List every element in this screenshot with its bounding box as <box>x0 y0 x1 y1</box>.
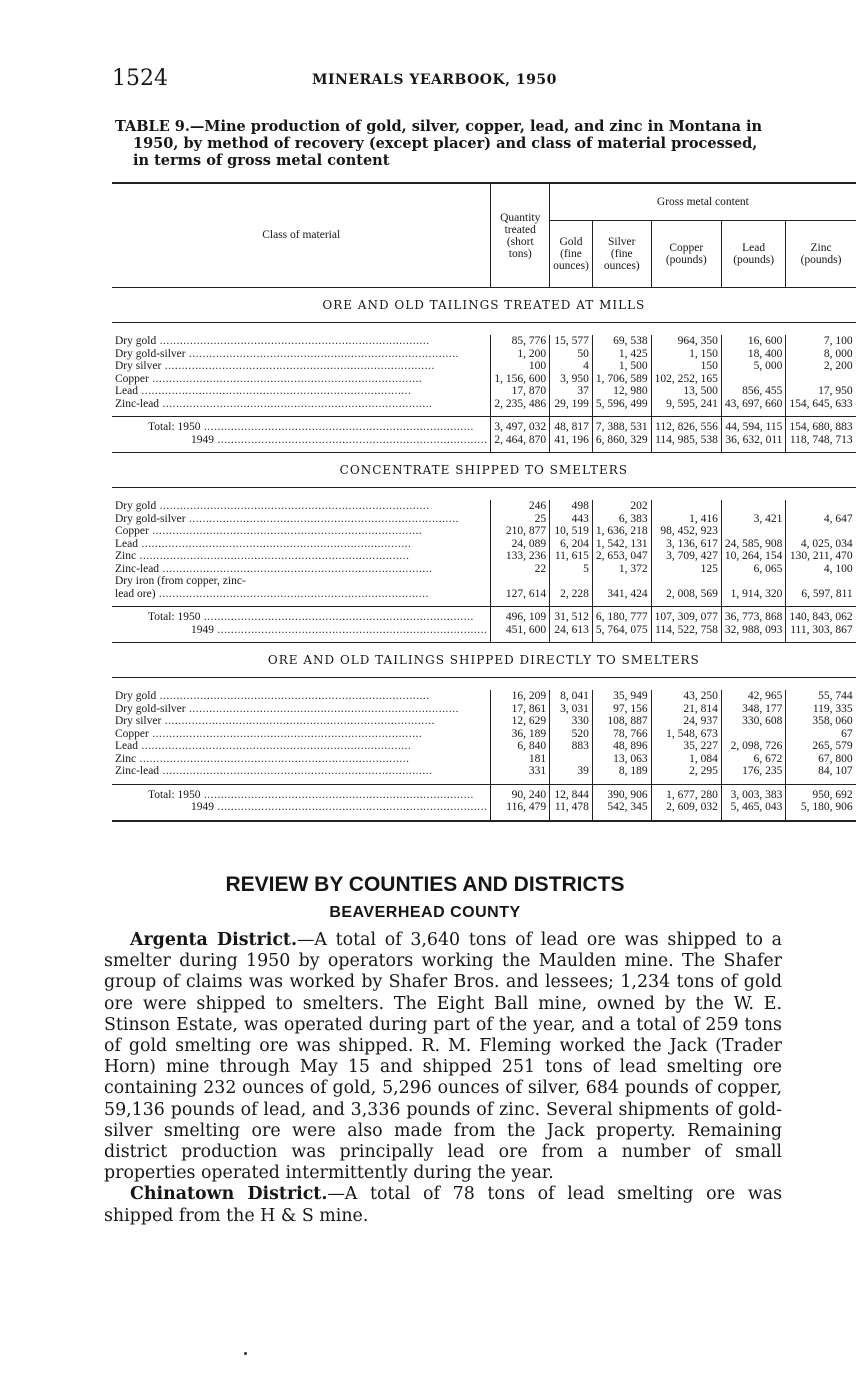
section-title: ORE AND OLD TAILINGS TREATED AT MILLS <box>112 288 856 323</box>
row-label: 1949 ................................................................................ <box>112 801 491 821</box>
table-row <box>112 500 856 513</box>
table-cell: 67 <box>841 727 853 740</box>
table-cell: 12, 980 <box>592 385 651 398</box>
table-cell: 37 <box>550 385 593 398</box>
total-row <box>112 434 856 453</box>
table-cell: 3, 136, 617 <box>651 538 721 551</box>
row-label: Copper ................................................................................ <box>112 525 491 538</box>
table-cell: 6, 204 <box>550 538 593 551</box>
table-cell: 114, 985, 538 <box>651 434 721 453</box>
table-cell: 116, 479 <box>491 801 550 821</box>
table-cell: 883 <box>550 740 593 753</box>
table-cell: 6, 065 <box>721 563 786 576</box>
table-cell: 133, 236 <box>491 550 550 563</box>
table-cell: 1, 677, 280 <box>651 784 721 801</box>
table-cell: 246 <box>491 500 550 513</box>
table-cell: 181 <box>491 753 550 766</box>
table-row <box>112 588 856 607</box>
table-cell: 6, 180, 777 <box>592 607 651 624</box>
table-cell: 11, 478 <box>550 801 593 821</box>
table-cell: 4, 100 <box>823 562 853 575</box>
run-in-heading: Chinatown District. <box>130 1184 328 1205</box>
table-cell: 330, 608 <box>721 715 786 728</box>
table-cell: 7, 388, 531 <box>592 417 651 434</box>
row-label: Zinc-lead ................................................................................ <box>112 563 491 576</box>
row-label: Dry silver ................................................................................ <box>112 360 491 373</box>
paragraph-chinatown <box>104 1184 782 1226</box>
table-cell: 24, 613 <box>550 624 593 643</box>
table-cell: 1, 548, 673 <box>651 728 721 741</box>
table-cell: 67, 800 <box>818 752 853 765</box>
table-cell: 176, 235 <box>721 765 786 784</box>
table-cell: 21, 814 <box>651 703 721 716</box>
county-heading: BEAVERHEAD COUNTY <box>329 904 521 921</box>
table-cell <box>592 575 651 588</box>
table-cell: 55, 744 <box>818 690 853 702</box>
table-cell: 12, 629 <box>491 715 550 728</box>
table-cell: 17, 870 <box>491 385 550 398</box>
page-number: 1524 <box>112 66 168 91</box>
table-cell: 1, 372 <box>592 563 651 576</box>
table-cell: 127, 614 <box>491 588 550 607</box>
table-cell <box>550 753 593 766</box>
table-row <box>112 690 856 703</box>
table-cell: 5, 180, 906 <box>786 801 856 821</box>
header-class-of-material: Class of material <box>112 183 491 288</box>
row-label: Total: 1950 ................................................................................ <box>112 784 491 801</box>
table-cell: 3, 031 <box>550 703 593 716</box>
table-cell: 6, 597, 811 <box>801 587 853 600</box>
spacer <box>112 488 856 501</box>
section-title-row <box>112 453 856 488</box>
table-cell: 119, 335 <box>812 702 853 715</box>
table-cell: 154, 680, 883 <box>786 417 856 434</box>
table-cell: 2, 008, 569 <box>651 588 721 607</box>
table-cell <box>721 373 786 386</box>
row-label: Zinc ................................................................................ <box>112 550 491 563</box>
row-label: 1949 ................................................................................ <box>112 434 491 453</box>
table-cell: 42, 965 <box>721 690 786 703</box>
table-cell: 36, 773, 868 <box>721 607 786 624</box>
table-cell <box>721 525 786 538</box>
table-cell: 90, 240 <box>491 784 550 801</box>
table-cell: 2, 653, 047 <box>592 550 651 563</box>
row-label: Dry gold-silver ................................................................................ <box>112 703 491 716</box>
table-row <box>112 513 856 526</box>
table-cell: 150 <box>651 360 721 373</box>
table-row <box>112 728 856 741</box>
row-label: lead ore) ................................................................................ <box>112 588 491 607</box>
table-cell: 48, 896 <box>592 740 651 753</box>
table-cell: 331 <box>491 765 550 784</box>
total-row <box>112 624 856 643</box>
table-cell: 5, 465, 043 <box>721 801 786 821</box>
table-cell: 1, 542, 131 <box>592 538 651 551</box>
paragraph-argenta <box>104 930 782 1184</box>
table-cell: 5, 596, 499 <box>592 398 651 417</box>
table-cell: 24, 089 <box>491 538 550 551</box>
table-row <box>112 550 856 563</box>
table-cell: 358, 060 <box>812 715 853 727</box>
table-cell: 24, 585, 908 <box>721 538 786 551</box>
table-cell: 44, 594, 115 <box>721 417 786 434</box>
section-heading: REVIEW BY COUNTIES AND DISTRICTS <box>225 873 625 896</box>
table-cell: 39 <box>550 765 593 784</box>
table-cell: 3, 709, 427 <box>651 550 721 563</box>
table-cell <box>786 525 856 538</box>
table-cell: 6, 840 <box>491 740 550 753</box>
row-label: Total: 1950 ................................................................................ <box>112 607 491 624</box>
table-cell: 13, 063 <box>592 753 651 766</box>
table-row <box>112 575 856 588</box>
table-cell: 31, 512 <box>550 607 593 624</box>
table-row <box>112 740 856 753</box>
table-cell: 390, 906 <box>592 784 651 801</box>
table-cell: 100 <box>491 360 550 373</box>
table-cell: 1, 084 <box>651 753 721 766</box>
table-cell: 6, 672 <box>721 753 786 766</box>
production-table <box>112 182 856 822</box>
table-cell: 17, 861 <box>491 703 550 716</box>
table-cell: 118, 748, 713 <box>789 433 853 446</box>
table-row <box>112 765 856 784</box>
table-cell: 16, 209 <box>491 690 550 703</box>
caption-line: 1950, by method of recovery (except placer) and class of material processed, <box>133 135 758 152</box>
table-cell: 3, 950 <box>550 373 593 386</box>
row-label: 1949 ................................................................................ <box>112 624 491 643</box>
table-cell: 10, 264, 154 <box>721 550 786 563</box>
table-cell: 29, 199 <box>550 398 593 417</box>
table-cell: 36, 189 <box>491 728 550 741</box>
table-body <box>112 288 856 821</box>
row-label: Dry gold ................................................................................ <box>112 335 491 348</box>
spacer <box>112 678 856 691</box>
table-cell: 330 <box>550 715 593 728</box>
row-label: Zinc ................................................................................ <box>112 753 491 766</box>
row-label: Lead ................................................................................ <box>112 740 491 753</box>
table-cell <box>651 575 721 588</box>
table-cell: 1, 500 <box>592 360 651 373</box>
table-cell: 35, 949 <box>592 690 651 703</box>
table-cell: 111, 303, 867 <box>790 623 853 636</box>
table-cell: 50 <box>550 348 593 361</box>
header-copper: Copper (pounds) <box>651 221 721 288</box>
table-cell: 4, 647 <box>823 512 853 525</box>
table-cell: 84, 107 <box>818 765 853 777</box>
paragraph-text: —A total of 3,640 tons of lead ore was shipped to a smelter during 1950 by operators working the Maulden mine. The Shafer group of claims was worked by Shafer Bros. and lessees; 1,234 tons of gold ore were shipped to smelters. The Eight Ball mine, owned by the W. E. Stinson Estate, was operated during part of the year, and a total of 259 tons of gold smelting ore was shipped. R. M. Fleming worked the Jack (Trader Horn) mine through May 15 and shipped 251 tons of lead smelting ore containing 232 ounces of gold, 5,296 ounces of silver, 684 pounds of copper, 59,136 pounds of lead, and 3,336 pounds of zinc. Several shipments of gold-silver smelting ore were also made from the Jack property. Remaining district production was principally lead ore from a number of small properties operated intermittently during the year. <box>104 930 782 1184</box>
table-cell: 8, 041 <box>550 690 593 703</box>
paragraph-text: —A total of 78 tons of lead smelting ore was shipped from the H & S mine. <box>104 1184 782 1226</box>
table-cell: 2, 235, 486 <box>491 398 550 417</box>
table-cell <box>550 575 593 588</box>
table-row <box>112 360 856 373</box>
table-cell: 12, 844 <box>550 784 593 801</box>
row-label: Dry silver ................................................................................ <box>112 715 491 728</box>
table-cell: 9, 595, 241 <box>651 398 721 417</box>
table-cell <box>491 575 550 588</box>
table-cell: 48, 817 <box>550 417 593 434</box>
table-cell <box>721 728 786 741</box>
table-cell <box>786 575 856 588</box>
row-label: Dry gold-silver ................................................................................ <box>112 513 491 526</box>
table-cell: 43, 697, 660 <box>721 398 786 417</box>
header-silver: Silver (fine ounces) <box>592 221 651 288</box>
table-cell: 24, 937 <box>651 715 721 728</box>
table-cell: 1, 200 <box>491 348 550 361</box>
table-cell: 15, 577 <box>550 335 593 348</box>
print-speck <box>244 1352 247 1355</box>
table-cell: 1, 416 <box>651 513 721 526</box>
table-cell: 22 <box>491 563 550 576</box>
total-row <box>112 784 856 801</box>
table-row <box>112 715 856 728</box>
table-cell: 2, 228 <box>550 588 593 607</box>
table-cell: 43, 250 <box>651 690 721 703</box>
table-cell: 210, 877 <box>491 525 550 538</box>
row-label: Copper ................................................................................ <box>112 728 491 741</box>
table-cell: 964, 350 <box>651 335 721 348</box>
run-in-heading: Argenta District. <box>130 930 298 950</box>
table-cell: 13, 500 <box>651 385 721 398</box>
table-cell: 3, 421 <box>721 513 786 526</box>
table-cell: 1, 156, 600 <box>491 373 550 386</box>
header-quantity-treated: Quantity treated (short tons) <box>491 183 550 288</box>
table-cell: 18, 400 <box>721 348 786 361</box>
table-cell: 69, 538 <box>592 335 651 348</box>
table-cell: 3, 497, 032 <box>491 417 550 434</box>
table-cell: 4, 025, 034 <box>800 537 853 550</box>
table-cell: 443 <box>550 513 593 526</box>
table-cell: 32, 988, 093 <box>721 624 786 643</box>
table-cell: 341, 424 <box>592 588 651 607</box>
total-row <box>112 607 856 624</box>
table-cell: 17, 950 <box>818 385 853 397</box>
table-cell: 16, 600 <box>721 335 786 348</box>
table-cell: 2, 609, 032 <box>651 801 721 821</box>
running-head: MINERALS YEARBOOK, 1950 <box>312 72 557 88</box>
total-row <box>112 801 856 821</box>
table-cell: 3, 003, 383 <box>721 784 786 801</box>
section-title: ORE AND OLD TAILINGS SHIPPED DIRECTLY TO SMELTERS <box>112 643 856 678</box>
table-row <box>112 703 856 716</box>
table-cell: 202 <box>592 500 651 513</box>
table-row <box>112 373 856 386</box>
table-cell: 950, 692 <box>786 784 856 801</box>
table-cell: 348, 177 <box>721 703 786 716</box>
header-lead: Lead (pounds) <box>721 221 786 288</box>
table-cell: 2, 295 <box>651 765 721 784</box>
table-cell: 6, 383 <box>592 513 651 526</box>
table-cell: 35, 227 <box>651 740 721 753</box>
spacer <box>112 323 856 336</box>
row-label: Lead ................................................................................ <box>112 385 491 398</box>
table-cell: 1, 425 <box>592 348 651 361</box>
table-row <box>112 538 856 551</box>
table-cell: 108, 887 <box>592 715 651 728</box>
section-title: CONCENTRATE SHIPPED TO SMELTERS <box>112 453 856 488</box>
table-cell: 496, 109 <box>491 607 550 624</box>
table-cell: 5, 764, 075 <box>592 624 651 643</box>
table-cell: 520 <box>550 728 593 741</box>
section-title-row <box>112 643 856 678</box>
table-cell: 265, 579 <box>812 740 853 752</box>
table-row <box>112 335 856 348</box>
table-cell: 36, 632, 011 <box>721 434 786 453</box>
table-cell: 1, 150 <box>651 348 721 361</box>
table-cell: 5 <box>550 563 593 576</box>
table-cell <box>786 500 856 513</box>
table-cell: 451, 600 <box>491 624 550 643</box>
table-cell: 11, 615 <box>550 550 593 563</box>
table-cell: 1, 914, 320 <box>721 588 786 607</box>
table-cell: 98, 452, 923 <box>651 525 721 538</box>
table-cell: 4 <box>550 360 593 373</box>
row-label: Total: 1950 ................................................................................ <box>112 417 491 434</box>
row-label: Zinc-lead ................................................................................ <box>112 765 491 784</box>
table-cell: 107, 309, 077 <box>651 607 721 624</box>
table-cell: 97, 156 <box>592 703 651 716</box>
table-cell: 1, 706, 589 <box>592 373 651 386</box>
caption-line: in terms of gross metal content <box>133 152 390 169</box>
caption-line: TABLE 9.—Mine production of gold, silver, copper, lead, and zinc in Montana in <box>115 118 763 135</box>
table-cell: 2, 464, 870 <box>491 434 550 453</box>
table-cell: 8, 189 <box>592 765 651 784</box>
table-cell: 10, 519 <box>550 525 593 538</box>
table-cell: 41, 196 <box>550 434 593 453</box>
table-cell: 5, 000 <box>721 360 786 373</box>
header-gold: Gold (fine ounces) <box>550 221 593 288</box>
row-label: Zinc-lead ................................................................................ <box>112 398 491 417</box>
table-cell: 8, 000 <box>823 347 853 360</box>
table-cell: 125 <box>651 563 721 576</box>
table-row <box>112 525 856 538</box>
table-row <box>112 563 856 576</box>
table-cell: 140, 843, 062 <box>786 607 856 624</box>
table-cell <box>721 575 786 588</box>
table-cell: 78, 766 <box>592 728 651 741</box>
row-label: Dry gold-silver ................................................................................ <box>112 348 491 361</box>
row-label: Dry gold ................................................................................ <box>112 690 491 703</box>
row-label: Dry gold ................................................................................ <box>112 500 491 513</box>
table-cell: 1, 636, 218 <box>592 525 651 538</box>
table-cell: 856, 455 <box>721 385 786 398</box>
table-cell: 130, 211, 470 <box>789 550 853 562</box>
table-cell: 25 <box>491 513 550 526</box>
row-label: Dry iron (from copper, zinc- <box>112 575 491 588</box>
row-label: Lead ................................................................................ <box>112 538 491 551</box>
section-title-row <box>112 288 856 323</box>
table-cell <box>651 500 721 513</box>
header-zinc: Zinc (pounds) <box>786 221 856 288</box>
table-cell: 102, 252, 165 <box>651 373 721 386</box>
table-cell: 498 <box>550 500 593 513</box>
table-row <box>112 753 856 766</box>
total-row <box>112 417 856 434</box>
table-cell: 6, 860, 329 <box>592 434 651 453</box>
table-cell: 2, 098, 726 <box>721 740 786 753</box>
table-cell: 2, 200 <box>823 360 853 372</box>
header-gross-metal-content: Gross metal content <box>550 183 856 221</box>
table-row <box>112 348 856 361</box>
table-cell: 7, 100 <box>823 335 853 347</box>
table-cell: 114, 522, 758 <box>651 624 721 643</box>
table-cell: 85, 776 <box>491 335 550 348</box>
table-cell: 154, 645, 633 <box>789 397 853 410</box>
page-header <box>112 66 752 96</box>
table-cell <box>721 500 786 513</box>
table-cell <box>786 373 856 386</box>
table-cell: 112, 826, 556 <box>651 417 721 434</box>
body-text <box>104 930 782 1227</box>
table-row <box>112 385 856 398</box>
table-cell: 542, 345 <box>592 801 651 821</box>
table-row <box>112 398 856 417</box>
table-caption <box>115 118 795 169</box>
row-label: Copper ................................................................................ <box>112 373 491 386</box>
